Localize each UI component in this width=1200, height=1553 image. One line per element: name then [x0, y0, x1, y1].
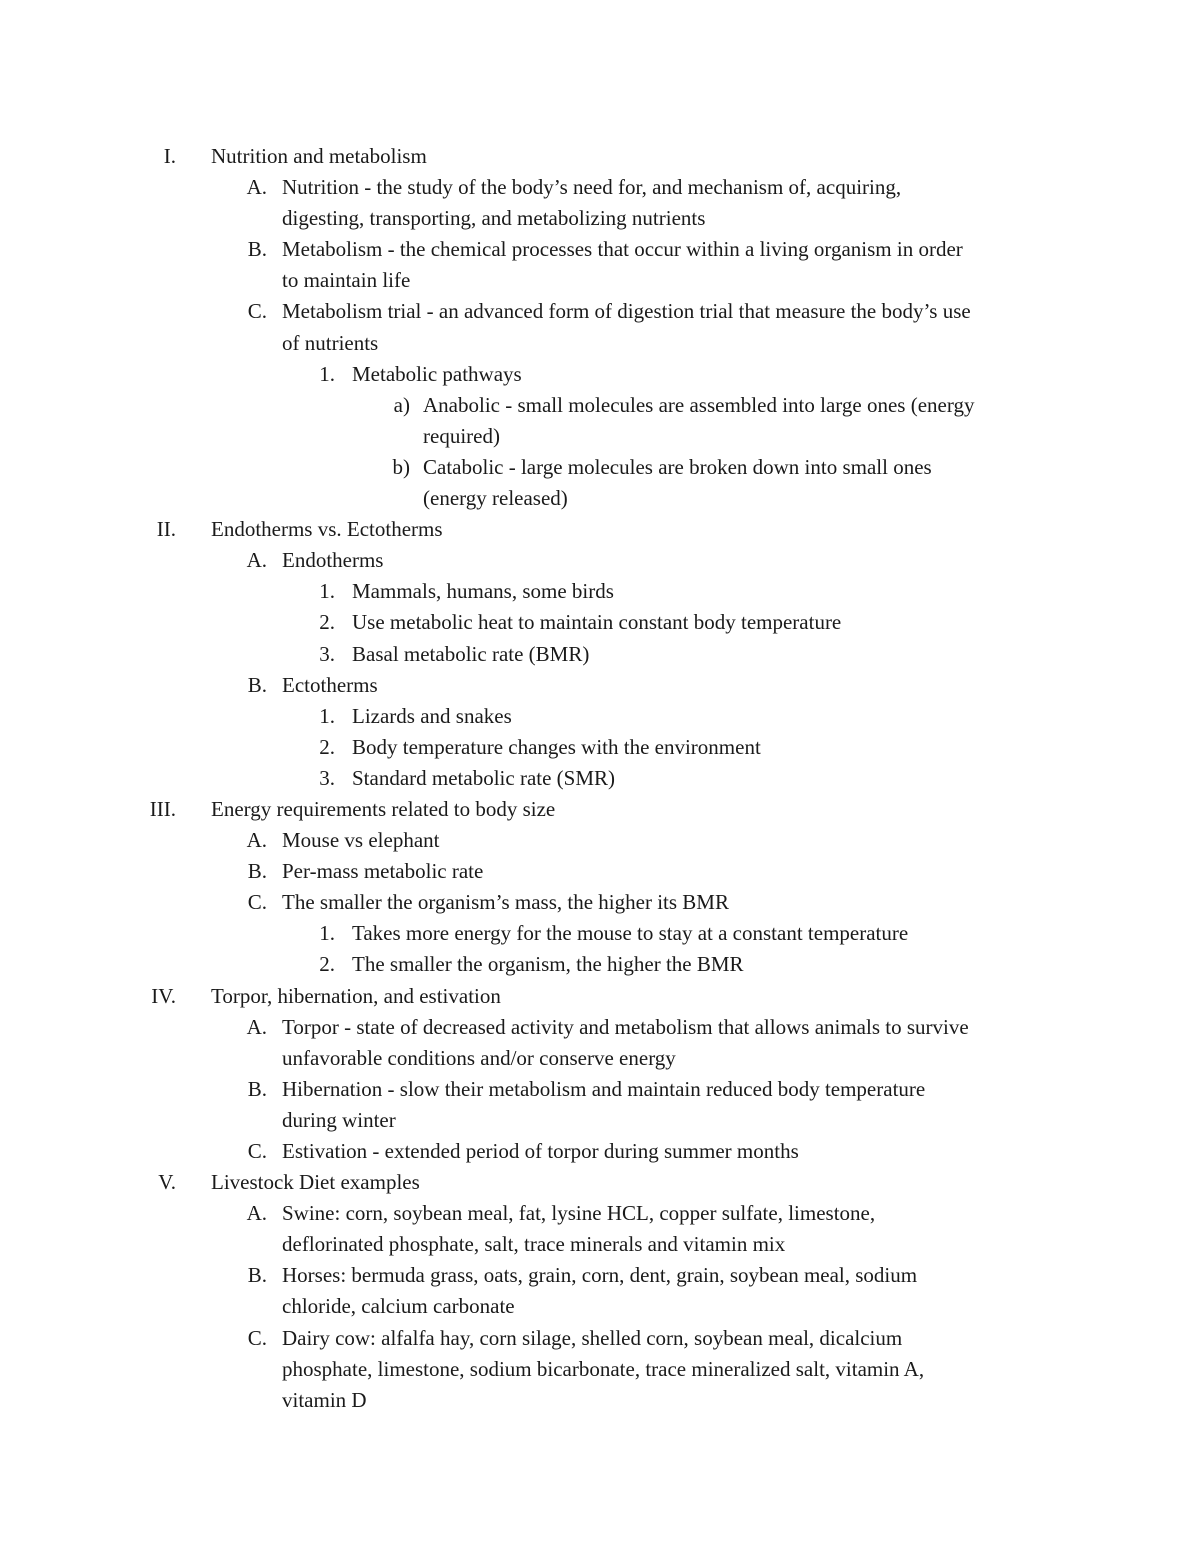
outline-text-continuation: unfavorable conditions and/or conserve energy — [282, 1045, 676, 1070]
outline-item-level-2 — [0, 1198, 1200, 1260]
outline-text-continuation: chloride, calcium carbonate — [282, 1294, 515, 1319]
outline-text: Horses: bermuda grass, oats, grain, corn, dent, grain, soybean meal, sodium — [282, 1263, 918, 1288]
outline-text: Anabolic - small molecules are assembled into large ones (energy — [423, 392, 975, 417]
outline-marker: II. — [156, 517, 176, 542]
outline-item-level-3 — [0, 949, 1200, 980]
outline-marker: 1. — [319, 361, 335, 386]
outline-text-continuation: phosphate, limestone, sodium bicarbonate, trace mineralized salt, vitamin A, — [282, 1356, 925, 1381]
outline-marker: 3. — [319, 641, 335, 666]
outline-text: Metabolism - the chemical processes that occur within a living organism in order — [282, 237, 963, 262]
outline-text: Metabolic pathways — [352, 361, 522, 386]
outline-text: Per-mass metabolic rate — [282, 859, 484, 884]
outline-text: Body temperature changes with the environment — [352, 734, 761, 759]
outline-marker: b) — [392, 454, 410, 479]
outline-text: Nutrition and metabolism — [211, 144, 427, 168]
outline-text: The smaller the organism’s mass, the higher its BMR — [282, 890, 729, 915]
outline-item-level-2 — [0, 1136, 1200, 1167]
outline-marker: 1. — [319, 703, 335, 728]
outline-marker: V. — [158, 1170, 176, 1195]
outline-marker: A. — [246, 1201, 267, 1226]
outline-item-level-2 — [0, 825, 1200, 856]
outline-marker: B. — [247, 859, 267, 884]
outline-text: Hibernation - slow their metabolism and maintain reduced body temperature — [282, 1076, 926, 1101]
outline-item-level-2 — [0, 856, 1200, 887]
outline-marker: A. — [246, 828, 267, 853]
outline-text-continuation: vitamin D — [282, 1387, 367, 1412]
outline-text-continuation: of nutrients — [282, 330, 379, 355]
outline-item-level-1 — [0, 141, 1200, 172]
outline-marker: III. — [149, 796, 176, 821]
outline-text: Torpor, hibernation, and estivation — [211, 983, 501, 1008]
outline-marker: B. — [247, 672, 267, 697]
outline-text: Catabolic - large molecules are broken down into small ones — [423, 454, 932, 479]
outline-marker: 2. — [319, 734, 335, 759]
outline-text: Mouse vs elephant — [282, 828, 440, 853]
outline-item-level-2 — [0, 1323, 1200, 1416]
outline-text: Nutrition - the study of the body’s need for, and mechanism of, acquiring, — [282, 175, 902, 200]
outline-text-continuation: required) — [423, 423, 500, 448]
outline-marker: 2. — [319, 610, 335, 635]
outline-text: Swine: corn, soybean meal, fat, lysine HCL, copper sulfate, limestone, — [282, 1201, 876, 1226]
outline-text-continuation: (energy released) — [423, 486, 568, 511]
outline-marker: 3. — [319, 765, 335, 790]
outline-item-level-3 — [0, 359, 1200, 390]
outline-text: Livestock Diet examples — [211, 1170, 420, 1195]
outline-marker: C. — [247, 890, 267, 915]
outline-text: Mammals, humans, some birds — [352, 579, 614, 604]
outline-item-level-3 — [0, 639, 1200, 670]
outline-marker: A. — [246, 1014, 267, 1039]
outline-item-level-3 — [0, 918, 1200, 949]
outline-marker: a) — [393, 392, 410, 417]
outline-marker: IV. — [151, 983, 176, 1008]
outline-text: Basal metabolic rate (BMR) — [352, 641, 590, 666]
outline-text: Standard metabolic rate (SMR) — [352, 765, 616, 790]
outline-marker: C. — [247, 1139, 267, 1163]
outline-item-level-1 — [0, 981, 1200, 1012]
outline-item-level-2 — [0, 1074, 1200, 1136]
outline-item-level-4 — [0, 390, 1200, 452]
outline-item-level-3 — [0, 763, 1200, 794]
outline-text: Estivation - extended period of torpor during summer months — [282, 1139, 799, 1163]
outline-item-level-2 — [0, 1260, 1200, 1322]
outline — [0, 141, 1200, 1416]
outline-text: Torpor - state of decreased activity and metabolism that allows animals to survive — [282, 1014, 969, 1039]
outline-item-level-2 — [0, 670, 1200, 701]
outline-marker: I. — [163, 144, 176, 168]
outline-marker: 1. — [319, 921, 335, 946]
outline-marker: 2. — [319, 952, 335, 977]
outline-item-level-1 — [0, 514, 1200, 545]
outline-text-continuation: during winter — [282, 1107, 396, 1132]
outline-marker: B. — [247, 237, 267, 262]
outline-text: Ectotherms — [282, 672, 378, 697]
outline-item-level-4 — [0, 452, 1200, 514]
outline-item-level-2 — [0, 1012, 1200, 1074]
outline-marker: A. — [246, 548, 267, 573]
outline-marker: B. — [247, 1263, 267, 1288]
outline-text: Endotherms — [282, 548, 384, 573]
outline-text-continuation: to maintain life — [282, 268, 411, 293]
outline-marker: B. — [247, 1076, 267, 1101]
outline-item-level-2 — [0, 234, 1200, 296]
outline-item-level-1 — [0, 1167, 1200, 1198]
outline-marker: A. — [246, 175, 267, 200]
outline-text: Metabolism trial - an advanced form of digestion trial that measure the body’s use — [282, 299, 971, 324]
outline-text: Use metabolic heat to maintain constant body temperature — [352, 610, 842, 635]
outline-item-level-2 — [0, 545, 1200, 576]
outline-text-continuation: deflorinated phosphate, salt, trace minerals and vitamin mix — [282, 1232, 786, 1257]
outline-item-level-3 — [0, 732, 1200, 763]
outline-marker: 1. — [319, 579, 335, 604]
outline-marker: C. — [247, 1325, 267, 1350]
outline-marker: C. — [247, 299, 267, 324]
outline-item-level-2 — [0, 296, 1200, 358]
outline-text: Lizards and snakes — [352, 703, 512, 728]
outline-item-level-3 — [0, 607, 1200, 638]
outline-item-level-3 — [0, 701, 1200, 732]
outline-item-level-3 — [0, 576, 1200, 607]
outline-item-level-1 — [0, 794, 1200, 825]
outline-text: Endotherms vs. Ectotherms — [211, 517, 443, 542]
outline-text: Dairy cow: alfalfa hay, corn silage, shelled corn, soybean meal, dicalcium — [282, 1325, 903, 1350]
outline-text: Takes more energy for the mouse to stay at a constant temperature — [352, 921, 909, 946]
outline-text-continuation: digesting, transporting, and metabolizing nutrients — [282, 206, 706, 231]
outline-item-level-2 — [0, 172, 1200, 234]
outline-item-level-2 — [0, 887, 1200, 918]
outline-text: Energy requirements related to body size — [211, 796, 556, 821]
outline-text: The smaller the organism, the higher the BMR — [352, 952, 744, 977]
